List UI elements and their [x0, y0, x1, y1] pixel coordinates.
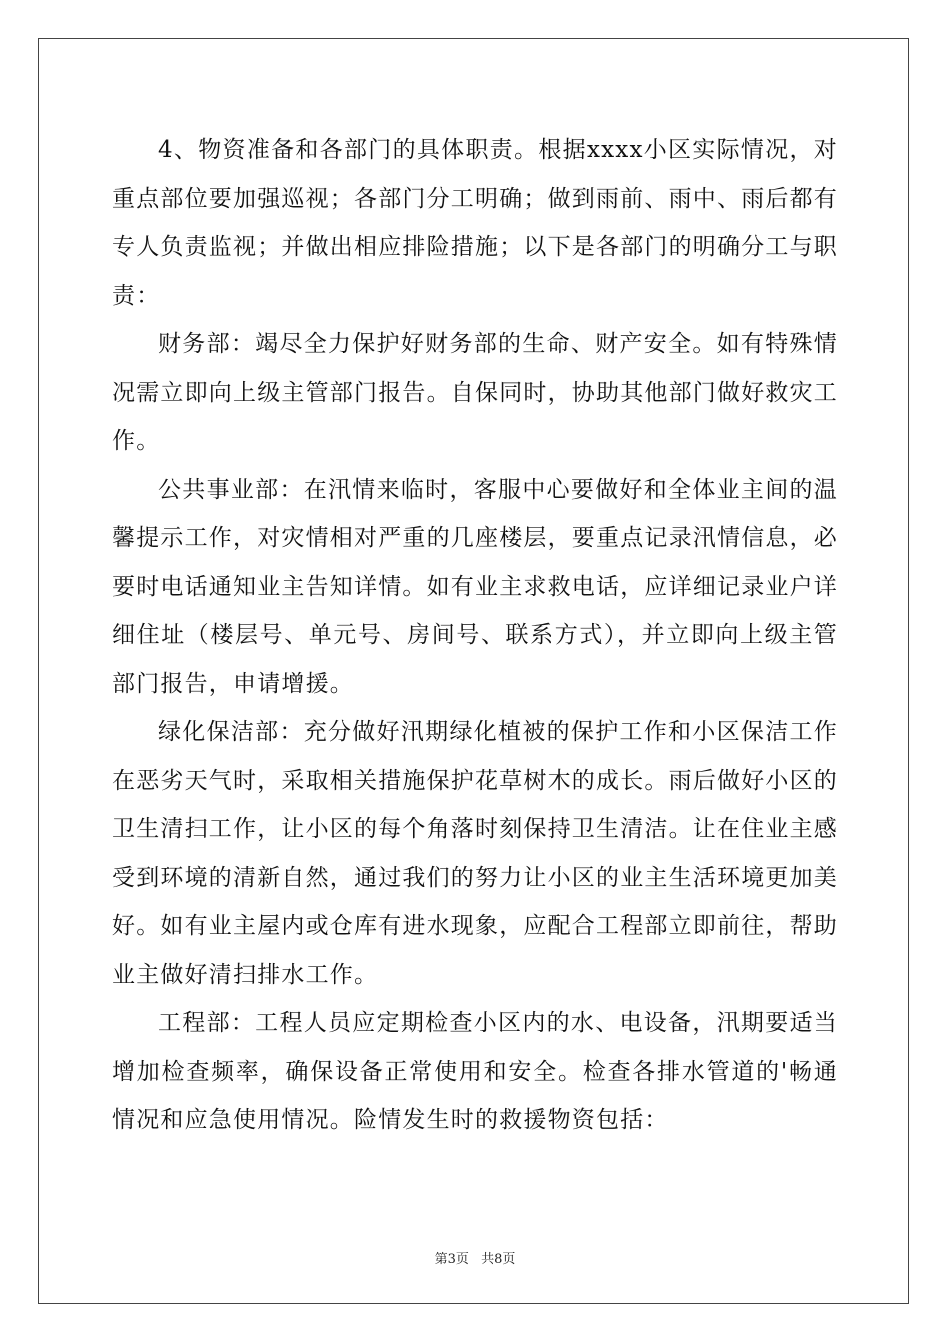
page-number: 第3页 [434, 1252, 469, 1267]
paragraph-materials-duties: 4、物资准备和各部门的具体职责。根据xxxx小区实际情况，对重点部位要加强巡视；各部门分工明确；做到雨前、雨中、雨后都有专人负责监视；并做出相应排险措施；以下是各部门的明确分工与职责： [112, 137, 838, 309]
page-total: 共8页 [481, 1252, 516, 1267]
paragraph-finance-dept: 财务部：竭尽全力保护好财务部的生命、财产安全。如有特殊情况需立即向上级主管部门报告。自保同时，协助其他部门做好救灾工作。 [112, 331, 838, 454]
paragraph-public-affairs-dept: 公共事业部：在汛情来临时，客服中心要做好和全体业主间的温馨提示工作，对灾情相对严重的几座楼层，要重点记录汛情信息，必要时电话通知业主告知详情。如有业主求救电话，应详细记录业户详细住址（楼层号、单元号、房间号、联系方式），并立即向上级主管部门报告，申请增援。 [112, 476, 838, 697]
page-footer [0, 1248, 950, 1267]
paragraph-greening-cleaning-dept: 绿化保洁部：充分做好汛期绿化植被的保护工作和小区保洁工作在恶劣天气时，采取相关措施保护花草树木的成长。雨后做好小区的卫生清扫工作，让小区的每个角落时刻保持卫生清洁。让在住业主感受到环境的清新自然，通过我们的努力让小区的业主生活环境更加美好。如有业主屋内或仓库有进水现象，应配合工程部立即前往，帮助业主做好清扫排水工作。 [112, 719, 838, 988]
paragraph-engineering-dept: 工程部：工程人员应定期检查小区内的水、电设备，汛期要适当增加检查频率，确保设备正常使用和安全。检查各排水管道的'畅通情况和应急使用情况。险情发生时的救援物资包括： [112, 1010, 838, 1133]
document-body [112, 126, 838, 1145]
